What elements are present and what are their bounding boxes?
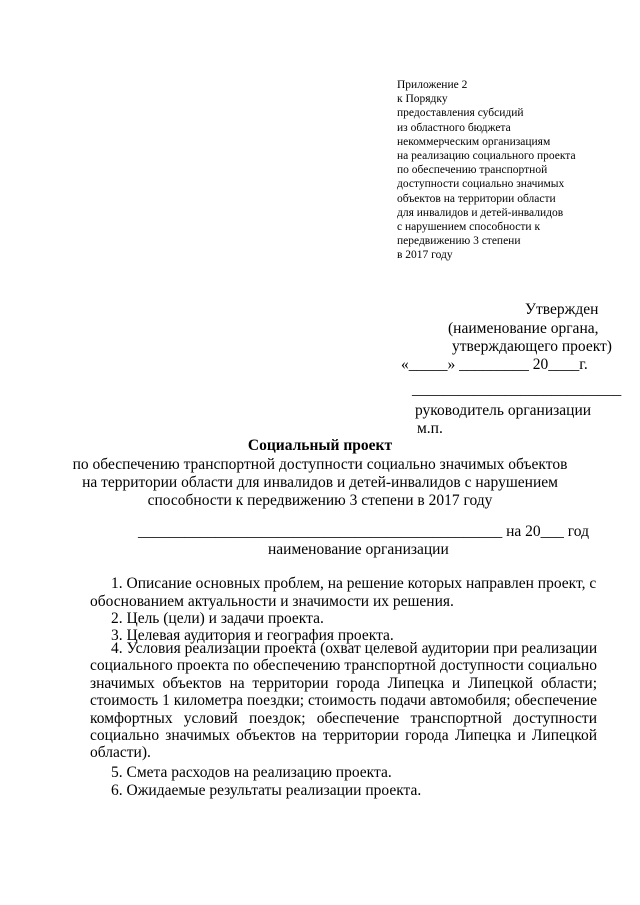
item-4-line: комфортных условий поездок; обеспечение транспортной доступности (90, 709, 597, 727)
appendix-line: для инвалидов и детей-инвалидов (397, 206, 564, 219)
title-line-1: по обеспечению транспортной доступности социально значимых объектов (72, 456, 568, 473)
appendix-line: некоммерческим организациям (397, 135, 551, 148)
title-line-3: способности к передвижению 3 степени в 2017 году (147, 492, 493, 509)
item-4-line: стоимость 1 километра поездки; стоимость подачи автомобиля; обеспечение (90, 692, 597, 710)
approved-label: Утвержден (525, 301, 599, 318)
item-4-paragraph (90, 640, 597, 762)
appendix-line: доступности социально значимых (397, 178, 565, 191)
item-6: 6. Ожидаемые результаты реализации проекта. (111, 782, 422, 799)
item-5: 5. Смета расходов на реализацию проекта. (111, 764, 392, 781)
approving-org-caption: (наименование органа, (448, 320, 599, 337)
appendix-line: предоставления субсидий (397, 107, 524, 120)
appendix-line: в 2017 году (397, 249, 453, 262)
item-2: 2. Цель (цели) и задачи проекта. (111, 610, 324, 627)
approving-org-caption-2: утверждающего проект) (452, 338, 612, 355)
head-of-organization-label: руководитель организации (415, 402, 592, 419)
appendix-line: по обеспечению транспортной (397, 164, 548, 177)
appendix-line: из областного бюджета (397, 121, 511, 134)
appendix-line: передвижению 3 степени (397, 235, 521, 248)
title-line-2: на территории области для инвалидов и детей-инвалидов с нарушением (82, 474, 558, 491)
item-4-line: значимых объектов на территории города Липецка и Липецкой области; (90, 674, 597, 692)
item-1-line-2: обоснованием актуальности и значимости их решения. (90, 593, 454, 610)
appendix-line: на реализацию социального проекта (397, 150, 576, 163)
appendix-line: Приложение 2 (397, 79, 468, 91)
item-1-line-1: 1. Описание основных проблем, на решение которых направлен проект, с (111, 575, 597, 592)
appendix-header (397, 78, 576, 263)
approval-date-line: «_____» _________ 20____г. (401, 356, 588, 373)
item-3: 3. Целевая аудитория и география проекта. (111, 627, 394, 644)
appendix-line: к Порядку (397, 93, 448, 106)
appendix-line: с нарушением способности к (397, 221, 541, 234)
organization-name-line: _______________________________________________ на 20___ год (138, 523, 589, 540)
signature-line: ___________________________ (412, 381, 622, 398)
item-4-line: социально значимых объектов на территории города Липецка и Липецкой (90, 727, 597, 745)
document-title: Социальный проект (247, 437, 393, 454)
item-4-line: социального проекта по обеспечению транспортной доступности социально (90, 657, 597, 675)
item-4-line: 4. Условия реализации проекта (охват целевой аудитории при реализации (111, 640, 598, 657)
appendix-line: объектов на территории области (397, 192, 556, 205)
seal-label: м.п. (417, 420, 443, 437)
item-4-line: области). (90, 744, 151, 762)
organization-name-caption: наименование организации (268, 541, 449, 558)
